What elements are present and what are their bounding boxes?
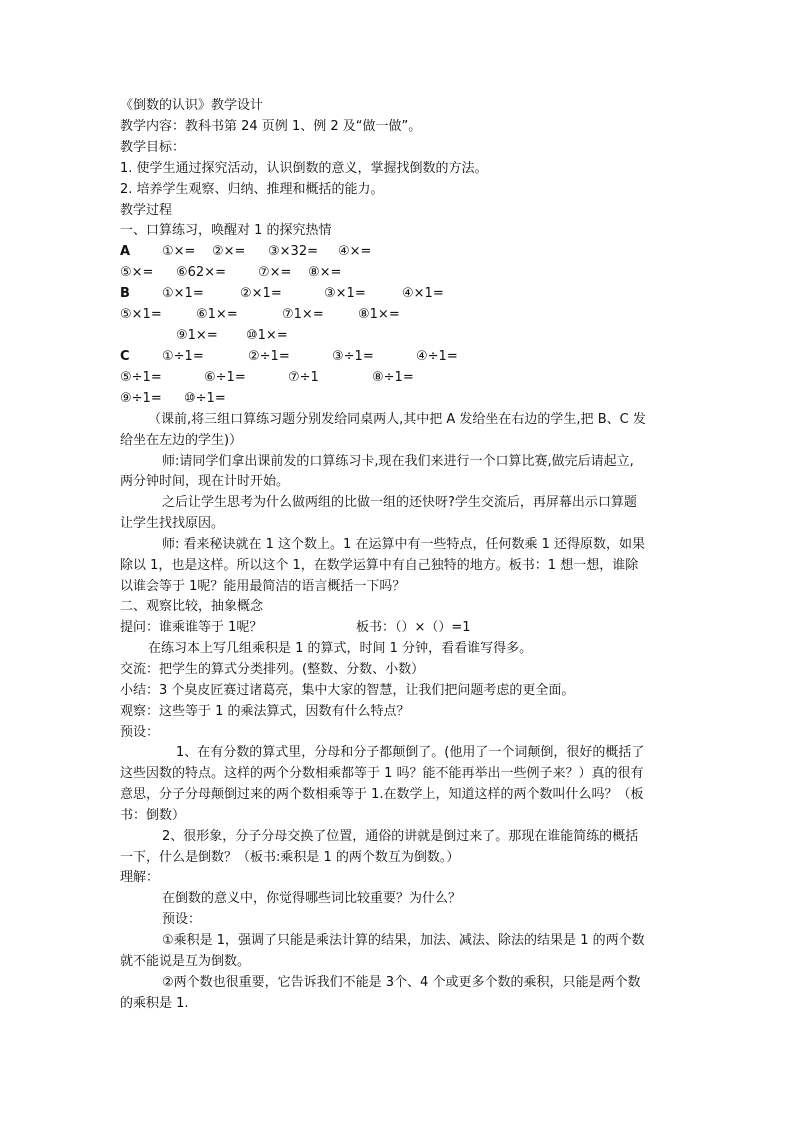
paragraph: 意思，分子分母颠倒过来的两个数相乘等于 1.在数学上，知道这样的两个数叫什么吗？（板 bbox=[120, 787, 644, 802]
group-b-item: ⑩1×= bbox=[246, 328, 288, 343]
group-c-item: ④÷1= bbox=[416, 349, 458, 364]
goal-1: 1. 使学生通过探究活动，认识倒数的意义，掌握找倒数的方法。 bbox=[120, 161, 488, 176]
paragraph: 师: 看来秘诀就在 1 这个数上。1 在运算中有一些特点，任何数乘 1 还得原数，如果 bbox=[162, 537, 645, 552]
question: 提问：谁乘谁等于 1呢？ bbox=[120, 620, 263, 635]
group-c-item: ⑩÷1= bbox=[184, 391, 226, 406]
part1-heading: 一、口算练习，唤醒对 1 的探究热情 bbox=[120, 223, 332, 238]
group-b-item: ⑧1×= bbox=[358, 307, 400, 322]
exchange-line: 交流：把学生的算式分类排列。(整数、分数、小数） bbox=[120, 662, 425, 677]
summary-line: 小结：3 个臭皮匠赛过诸葛亮，集中大家的智慧，让我们把问题考虑的更全面。 bbox=[120, 683, 575, 698]
preset-label: 预设： bbox=[120, 725, 160, 740]
paragraph: 一下，什么是倒数？（板书:乘积是 1 的两个数互为倒数。） bbox=[120, 850, 460, 865]
paragraph: 在倒数的意义中，你觉得哪些词比较重要？为什么？ bbox=[162, 891, 462, 906]
group-b-label: B bbox=[120, 286, 130, 301]
paragraph: 书：倒数） bbox=[120, 808, 186, 823]
group-c-label: C bbox=[120, 349, 130, 364]
group-a-item: ④×= bbox=[338, 244, 372, 259]
paragraph: 师:请同学们拿出课前发的口算练习卡,现在我们来进行一个口算比赛,做完后请起立, bbox=[162, 454, 634, 469]
paragraph: ①乘积是 1，强调了只能是乘法计算的结果，加法、减法、除法的结果是 1 的两个数 bbox=[162, 933, 645, 948]
group-b-item: ①×1= bbox=[162, 286, 204, 301]
paragraph: 这些因数的特点。这样的两个分数相乘都等于 1 吗？能不能再举出一些例子来？）真的很有 bbox=[120, 766, 644, 781]
part2-heading: 二、观察比较，抽象概念 bbox=[120, 599, 264, 614]
group-c-item: ⑥÷1= bbox=[204, 370, 246, 385]
group-a-item: ⑦×= bbox=[258, 265, 292, 280]
paragraph: 除以 1，也是这样。所以这个 1，在数学运算中有自己独特的地方。板书：1 想一想，谁除 bbox=[120, 558, 639, 573]
group-b-item: ④×1= bbox=[402, 286, 444, 301]
teaching-content: 教学内容：教科书第 24 页例 1、例 2 及“做一做”。 bbox=[120, 119, 422, 134]
paragraph: ②两个数也很重要，它告诉我们不能是 3个、4 个或更多个数的乘积，只能是两个数 bbox=[162, 975, 641, 990]
paragraph: 2、很形象，分子分母交换了位置，通俗的讲就是倒过来了。那现在谁能简练的概括 bbox=[162, 829, 639, 844]
group-a-label: A bbox=[120, 244, 131, 259]
group-c-item: ⑧÷1= bbox=[372, 370, 414, 385]
group-a-item: ②×= bbox=[212, 244, 246, 259]
doc-title: 《倒数的认识》教学设计 bbox=[120, 98, 264, 113]
group-b-item: ⑨1×= bbox=[176, 328, 218, 343]
board-note: 板书：（）×（）=1 bbox=[356, 620, 471, 635]
goal-2: 2. 培养学生观察、归纳、推理和概括的能力。 bbox=[120, 182, 384, 197]
group-c-item: ⑨÷1= bbox=[120, 391, 162, 406]
group-c-item: ②÷1= bbox=[248, 349, 290, 364]
group-a-item: ③×32= bbox=[268, 244, 318, 259]
group-a-item: ⑥62×= bbox=[176, 265, 226, 280]
understand-label: 理解： bbox=[120, 870, 160, 885]
group-a-item: ⑧×= bbox=[308, 265, 342, 280]
group-c-item: ①÷1= bbox=[162, 349, 204, 364]
group-a-item: ①×= bbox=[162, 244, 196, 259]
paragraph: 之后让学生思考为什么做两组的比做一组的还快呀?学生交流后，再屏幕出示口算题 bbox=[162, 495, 637, 510]
group-c-item: ⑦÷1 bbox=[288, 370, 319, 385]
paragraph: 让学生找找原因。 bbox=[120, 516, 225, 531]
group-b-item: ②×1= bbox=[240, 286, 282, 301]
goals-heading: 教学目标： bbox=[120, 140, 186, 155]
process-heading: 教学过程 bbox=[120, 203, 173, 218]
group-a-item: ⑤×= bbox=[120, 265, 154, 280]
paragraph: 给坐在左边的学生)） bbox=[120, 433, 243, 448]
observe-line: 观察：这些等于 1 的乘法算式，因数有什么特点？ bbox=[120, 704, 410, 719]
group-c-item: ⑤÷1= bbox=[120, 370, 162, 385]
paragraph: （课前,将三组口算练习题分别发给同桌两人,其中把 A 发给坐在右边的学生,把 B、C 发 bbox=[148, 412, 646, 427]
paragraph: 的乘积是 1. bbox=[120, 996, 189, 1011]
preset-label: 预设： bbox=[162, 912, 202, 927]
paragraph: 两分钟时间，现在计时开始。 bbox=[120, 474, 290, 489]
group-b-item: ③×1= bbox=[324, 286, 366, 301]
group-b-item: ⑤×1= bbox=[120, 307, 162, 322]
group-b-item: ⑥1×= bbox=[196, 307, 238, 322]
paragraph: 就不能说是互为倒数。 bbox=[120, 954, 251, 969]
group-c-item: ③÷1= bbox=[332, 349, 374, 364]
group-b-item: ⑦1×= bbox=[282, 307, 324, 322]
paragraph: 以谁会等于 1呢？能用最简洁的语言概括一下吗？ bbox=[120, 579, 406, 594]
paragraph: 在练习本上写几组乘积是 1 的算式，时间 1 分钟，看看谁写得多。 bbox=[148, 641, 533, 656]
paragraph: 1、在有分数的算式里，分母和分子都颠倒了。(他用了一个词颠倒，很好的概括了 bbox=[176, 745, 645, 760]
